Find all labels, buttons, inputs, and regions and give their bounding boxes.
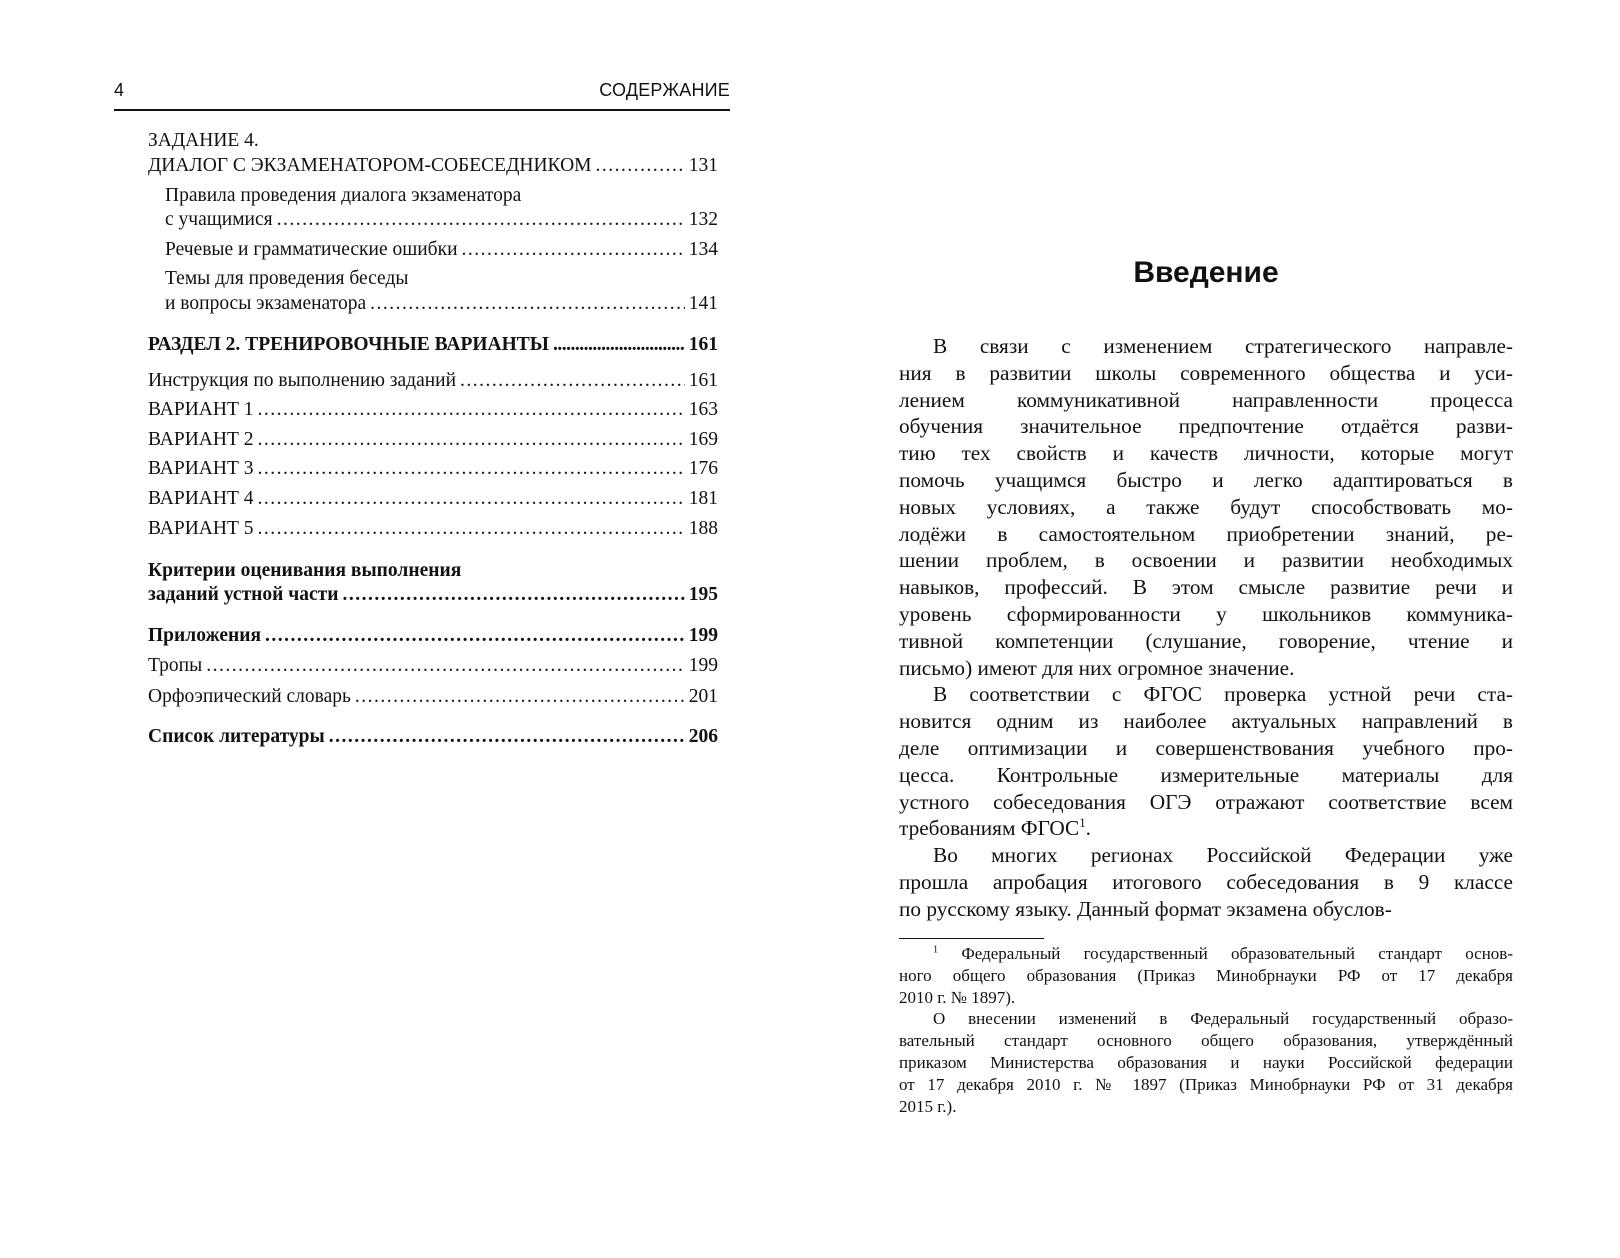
dot-leader: [553, 333, 685, 357]
body-line: требованиям ФГОС$^1$.: [899, 816, 1091, 841]
footnote-text: ного общего образования (Приказ Минобрнауки РФ от 17 декабря: [899, 965, 1513, 985]
toc-entry-title: ВАРИАНТ 1: [148, 399, 254, 420]
dot-leader: [460, 369, 685, 393]
body-line-text: В связи с изменением стратегического направле-: [933, 334, 1513, 358]
body-line-text: прошла апробация итогового собеседования в 9 классе: [899, 870, 1513, 894]
body-line: [899, 547, 1513, 574]
header-rule: [114, 109, 730, 111]
toc-entry-page: 199: [688, 625, 718, 646]
toc-entry-page: 206: [688, 726, 718, 747]
dot-leader: [462, 238, 685, 262]
toc-entry-title: и вопросы экзаменатора: [165, 293, 367, 314]
toc-entry[interactable]: [148, 457, 718, 481]
body-line-text: по русскому языку. Данный формат экзамена обуслов-: [899, 896, 1392, 921]
toc-entry-title: Речевые и грамматические ошибки: [165, 239, 458, 260]
body-line-text: шении проблем, в освоении и развитии необходимых: [899, 548, 1513, 573]
toc-entry[interactable]: [165, 184, 718, 208]
toc-entry[interactable]: [148, 129, 718, 153]
footnote-line: [899, 1052, 1513, 1074]
dot-leader: [206, 654, 685, 678]
toc-entry-page: 132: [688, 209, 718, 230]
footnote-text: 2010 г. № 1897).: [899, 987, 1016, 1007]
body-line: [899, 628, 1513, 655]
dot-leader: [329, 725, 685, 749]
toc-entry-page: 201: [688, 686, 718, 707]
body-line: [899, 467, 1513, 494]
toc-entry[interactable]: [148, 685, 718, 709]
chapter-title: Введение: [1133, 256, 1279, 289]
toc-entry[interactable]: [148, 398, 718, 422]
toc-entry-title: Тропы: [148, 655, 203, 676]
toc-entry-page: 181: [688, 488, 718, 509]
body-line: [899, 655, 1513, 682]
footnote-rule: [899, 938, 1044, 939]
body-line-text: цесса. Контрольные измерительные материалы для: [899, 762, 1513, 787]
toc-entry-title: Орфоэпический словарь: [148, 686, 351, 707]
footnote-mark: 1: [933, 944, 939, 956]
footnote-line: [899, 965, 1513, 987]
body-line: [899, 842, 1513, 869]
body-line-text: обучения значительное предпочтение отдаётся разви-: [899, 414, 1513, 439]
body-line-text: лением коммуникативной направленности процесса: [899, 387, 1513, 412]
footnote-text: приказом Министерства образования и науки Российской федерации: [899, 1053, 1513, 1072]
toc-entry[interactable]: [148, 654, 718, 678]
toc-entry-title: ВАРИАНТ 5: [148, 518, 254, 539]
dot-leader: [258, 487, 685, 511]
dot-leader: [277, 208, 685, 232]
body-line: [899, 681, 1513, 708]
toc-entry[interactable]: [148, 559, 718, 583]
dot-leader: [258, 428, 685, 452]
body-line-text: устного собеседования ОГЭ отражают соответствие всем: [899, 789, 1513, 814]
body-line: [899, 574, 1513, 601]
toc-entry[interactable]: [148, 624, 718, 648]
toc-entry-page: 161: [688, 370, 718, 391]
body-line-text: новится одним из наиболее актуальных направлений в: [899, 709, 1513, 734]
body-line-text: Во многих регионах Российской Федерации уже: [933, 843, 1513, 868]
toc-entry-page: 141: [688, 293, 718, 314]
toc-entry-title: Темы для проведения беседы: [165, 268, 409, 289]
dot-leader: [258, 398, 685, 422]
toc-entry-page: 169: [688, 429, 718, 450]
toc-entry[interactable]: [165, 208, 718, 232]
body-line-text: В соответствии с ФГОС проверка устной речи ста-: [933, 682, 1513, 707]
footnote-line: [899, 987, 1513, 1009]
footnote-line: [899, 1074, 1513, 1096]
footnote-line: [899, 1008, 1513, 1030]
body-line: [899, 708, 1513, 735]
dot-leader: [596, 154, 685, 178]
body-line: [899, 735, 1513, 762]
body-line: [899, 601, 1513, 628]
footnote-text: 2015 г.).: [899, 1096, 957, 1116]
body-line: [899, 762, 1513, 789]
toc-entry-page: 199: [688, 655, 718, 676]
footnote-ref[interactable]: 1: [1079, 816, 1086, 831]
footnote-line: [899, 1030, 1513, 1052]
toc-entry-title: ДИАЛОГ С ЭКЗАМЕНАТОРОМ-СОБЕСЕДНИКОМ: [148, 155, 592, 176]
page-number: 4: [114, 80, 125, 100]
body-line-text: письмо) имеют для них огромное значение.: [899, 655, 1295, 680]
body-line-text: навыков, профессий. В этом смысле развитие речи и: [899, 575, 1513, 600]
footnote-text: Федеральный государственный образовательный стандарт основ-: [961, 944, 1513, 963]
body-line-text: помочь учащимся быстро и легко адаптироваться в: [899, 468, 1513, 492]
toc-entry-page: 188: [688, 518, 718, 539]
toc-entry-title: Инструкция по выполнению заданий: [148, 370, 457, 391]
toc-entry-page: 161: [688, 334, 718, 355]
toc-entry[interactable]: [148, 725, 718, 749]
body-line-text: тию тех свойств и качеств личности, которые могут: [899, 441, 1513, 466]
body-line-text: новых условиях, а также будут способствовать мо-: [899, 494, 1513, 519]
toc-entry[interactable]: [148, 333, 718, 357]
running-head: СОДЕРЖАНИЕ: [599, 80, 730, 100]
dot-leader: [258, 457, 685, 481]
body-line: [899, 413, 1513, 440]
dot-leader: [342, 583, 684, 607]
toc-entry[interactable]: [148, 583, 718, 607]
body-line-text: требованиям ФГОС: [899, 816, 1080, 841]
body-line-text: тивной компетенции (слушание, говорение, чтение и: [899, 628, 1513, 653]
toc-entry-title: ВАРИАНТ 3: [148, 458, 254, 479]
dot-leader: [265, 624, 685, 648]
footnote-line: [899, 943, 1513, 965]
footnote-line: [899, 1096, 1513, 1118]
body-line-text: ния в развитии школы современного общества и уси-: [899, 360, 1513, 385]
toc-entry[interactable]: [165, 292, 718, 316]
toc-entry-title: Приложения: [148, 625, 262, 646]
body-line-text: деле оптимизации и совершенствования учебного про-: [899, 736, 1513, 760]
toc-entry[interactable]: [148, 487, 718, 511]
body-line: [899, 387, 1513, 414]
toc-entry-page: 131: [688, 155, 718, 176]
dot-leader: [370, 292, 685, 316]
body-line-text: лодёжи в самостоятельном приобретении знаний, ре-: [899, 521, 1513, 546]
toc-entry[interactable]: [165, 267, 718, 291]
toc-entry-title: ЗАДАНИЕ 4.: [148, 130, 259, 151]
footnote-text: от 17 декабря 2010 г. № 1897 (Приказ Минобрнауки РФ от 31 декабря: [899, 1074, 1513, 1094]
footnote-text: вательный стандарт основного общего образования, утверждённый: [899, 1031, 1513, 1051]
toc-entry-page: 195: [688, 584, 718, 605]
toc-entry-title: ВАРИАНТ 4: [148, 488, 254, 509]
body-line: [899, 494, 1513, 521]
toc-entry-title: ВАРИАНТ 2: [148, 429, 254, 450]
body-line: [899, 333, 1513, 360]
toc-entry-title: заданий устной части: [148, 584, 339, 605]
toc-entry-page: 176: [688, 458, 718, 479]
toc-entry[interactable]: [148, 428, 718, 452]
toc-entry[interactable]: [148, 154, 718, 178]
body-line: [899, 869, 1513, 896]
body-line: [899, 896, 1513, 923]
dot-leader: [258, 517, 685, 541]
body-line: [899, 440, 1513, 467]
dot-leader: [355, 685, 685, 709]
body-line: [899, 360, 1513, 387]
body-line: [899, 521, 1513, 548]
toc-entry-title: Правила проведения диалога экзаменатора: [165, 185, 522, 206]
toc-entry-page: 163: [688, 399, 718, 420]
toc-entry-title: РАЗДЕЛ 2. ТРЕНИРОВОЧНЫЕ ВАРИАНТЫ: [148, 334, 549, 355]
toc-entry[interactable]: [148, 517, 718, 541]
toc-entry-title: Список литературы: [148, 726, 325, 747]
footnote-text: О внесении изменений в Федеральный государственный образо-: [933, 1009, 1513, 1029]
toc-entry[interactable]: [148, 369, 718, 393]
toc-entry-page: 134: [688, 239, 718, 260]
toc-entry-title: Критерии оценивания выполнения: [148, 560, 462, 581]
toc-entry-title: с учащимися: [165, 209, 273, 230]
body-line: [899, 789, 1513, 816]
toc-entry[interactable]: [165, 238, 718, 262]
body-line-text: уровень сформированности у школьников коммуника-: [899, 602, 1513, 626]
